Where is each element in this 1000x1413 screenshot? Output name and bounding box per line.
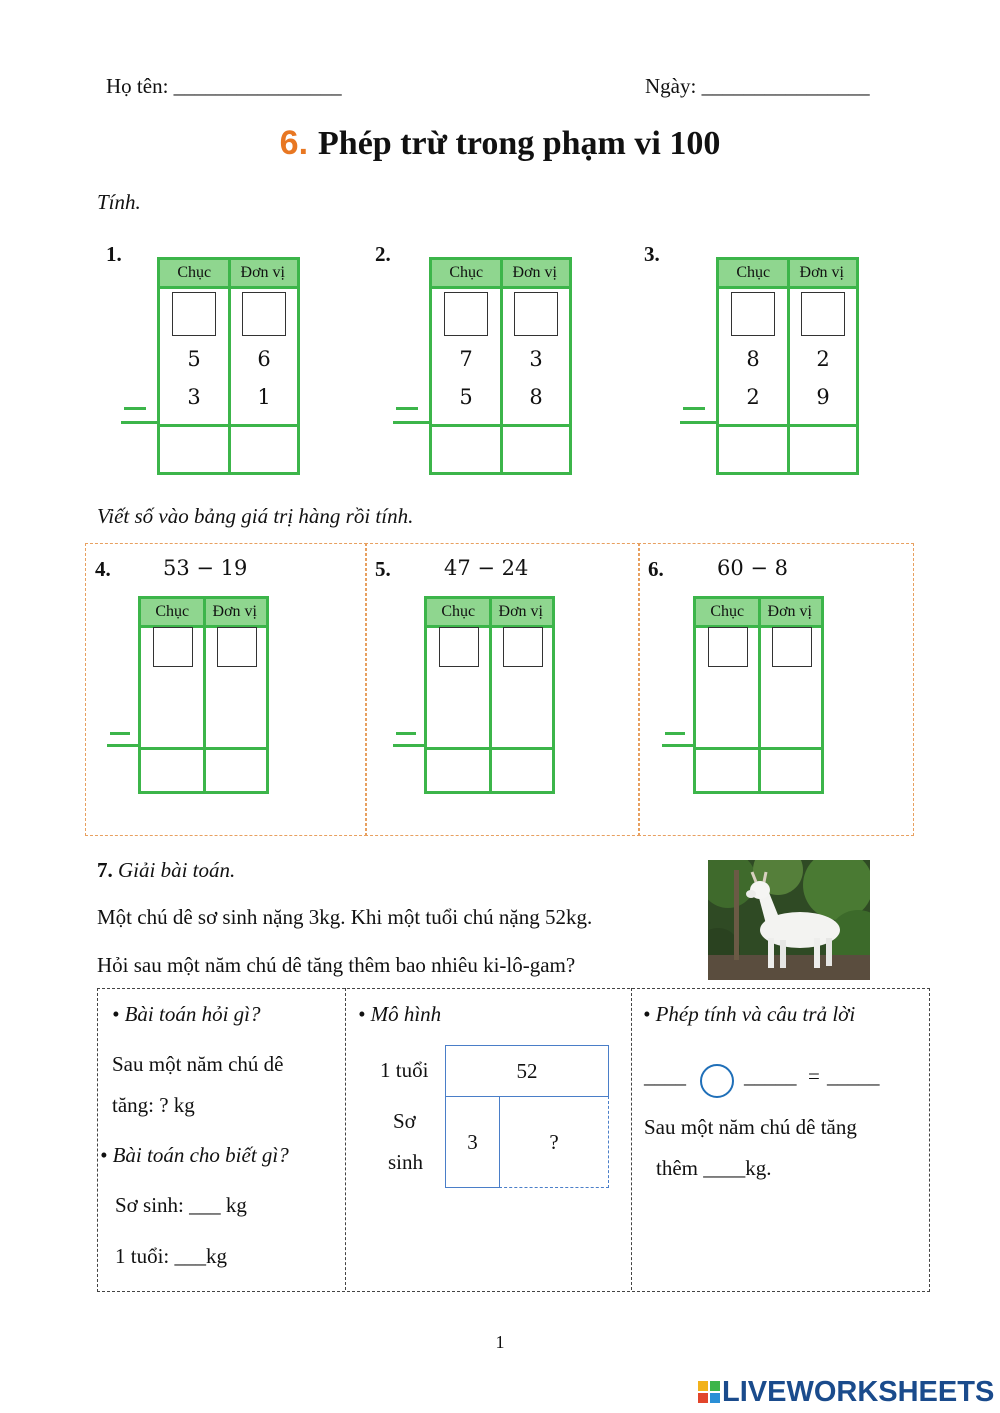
problem-2-label: 2. [375,242,391,266]
calc-blank-1[interactable]: ____ [644,1064,686,1088]
result-line-extension [107,744,138,747]
place-value-table-3 [716,257,859,475]
question-text-2: tăng: ? kg [112,1093,195,1117]
ones-header: Đơn vị [767,603,812,620]
result-line-extension [662,744,693,747]
result-line-extension [680,421,716,424]
answer-cell-ones[interactable] [231,427,297,472]
bottom-digit-ones: 8 [529,385,543,409]
table-divider-1 [345,988,346,1290]
bottom-digit-ones: 1 [257,385,271,409]
problem-1-label: 1. [106,242,122,266]
name-field [106,74,342,99]
borrow-box-tens[interactable] [444,292,488,336]
calc-equals: = [808,1064,820,1088]
answer-cell-tens[interactable] [719,427,787,472]
result-line-extension [121,421,157,424]
model-row1-label: 1 tuổi [380,1058,429,1082]
answer-cell-ones[interactable] [503,427,569,472]
problem-4-label: 4. [95,557,111,581]
borrow-box-ones[interactable] [217,627,257,667]
place-value-table-1 [157,257,300,475]
given-heading: • Bài toán cho biết gì? [100,1143,289,1167]
problem-7-line2: Hỏi sau một năm chú dê tăng thêm bao nhiêu ki-lô-gam? [97,953,576,977]
place-value-table-6 [693,596,824,794]
tens-header: Chục [441,603,476,620]
borrow-box-tens[interactable] [731,292,775,336]
name-label: Họ tên: [106,74,169,98]
place-value-table-4 [138,596,269,794]
ones-header: Đơn vị [212,603,257,620]
question-heading: • Bài toán hỏi gì? [112,1002,261,1026]
title-text: Phép trừ trong phạm vi 100 [318,125,721,162]
page-number: 1 [495,1332,505,1352]
answer-cell-tens[interactable] [427,750,489,791]
bottom-digit-tens: 5 [459,385,473,409]
date-field [645,74,870,99]
problem-3-label: 3. [644,242,660,266]
problem-6-expression: 60 − 8 [717,556,789,580]
digit-cells-tens[interactable] [427,674,489,744]
answer-line-2[interactable]: thêm ____kg. [656,1156,772,1180]
borrow-box-ones[interactable] [503,627,543,667]
answer-line-1: Sau một năm chú dê tăng [644,1115,857,1139]
bottom-digit-ones: 9 [816,385,830,409]
goat-image [708,860,870,980]
operator-circle[interactable] [700,1064,734,1098]
borrow-box-tens[interactable] [172,292,216,336]
ones-header: Đơn vị [498,603,543,620]
problem-7-label: 7. [97,858,113,882]
title-number: 6. [279,124,309,162]
model-heading: • Mô hình [358,1002,442,1026]
bottom-digit-tens: 3 [187,385,201,409]
problem-7-line1: Một chú dê sơ sinh nặng 3kg. Khi một tuổi chú nặng 52kg. [97,905,593,929]
ones-header: Đơn vị [512,264,557,281]
section2-instruction: Viết số vào bảng giá trị hàng rồi tính. [97,504,414,528]
model-row2-label-1: Sơ [393,1109,416,1133]
top-digit-tens: 5 [187,347,201,371]
borrow-box-tens[interactable] [708,627,748,667]
digit-cells-tens[interactable] [696,674,758,744]
digit-cells-ones[interactable] [492,674,552,744]
model-newborn-cell: 3 [445,1096,500,1188]
tens-header: Chục [177,264,212,281]
tens-header: Chục [155,603,190,620]
date-label: Ngày: [645,74,697,98]
borrow-box-ones[interactable] [242,292,286,336]
calc-heading: • Phép tính và câu trả lời [643,1002,856,1026]
question-text-1: Sau một năm chú dê [112,1052,284,1076]
answer-cell-tens[interactable] [696,750,758,791]
result-line-extension [393,421,429,424]
brand-text: LIVEWORKSHEETS [722,1376,995,1408]
model-total-cell: 52 [445,1045,609,1097]
date-blank[interactable]: ________________ [701,74,870,98]
top-digit-tens: 8 [746,347,760,371]
problem-6-label: 6. [648,557,664,581]
result-line-extension [393,744,424,747]
answer-cell-ones[interactable] [206,750,266,791]
place-value-table-2 [429,257,572,475]
tens-header: Chục [449,264,484,281]
minus-sign [665,732,685,735]
problem-5-expression: 47 − 24 [444,556,529,580]
calc-blank-3[interactable]: _____ [827,1064,880,1088]
section1-instruction: Tính. [97,190,141,214]
ones-header: Đơn vị [240,264,285,281]
liveworksheets-brand[interactable] [698,1376,994,1409]
name-blank[interactable]: ________________ [173,74,342,98]
borrow-box-tens[interactable] [153,627,193,667]
calc-blank-2[interactable]: _____ [744,1064,797,1088]
borrow-box-tens[interactable] [439,627,479,667]
top-digit-ones: 6 [257,347,271,371]
top-digit-tens: 7 [459,347,473,371]
liveworksheets-logo-icon [698,1378,720,1400]
digit-cells-tens[interactable] [141,674,203,744]
minus-sign [396,732,416,735]
problem-7-instruction [97,858,235,883]
minus-sign [396,407,418,410]
answer-cell-ones[interactable] [790,427,856,472]
answer-cell-tens[interactable] [432,427,500,472]
minus-sign [124,407,146,410]
model-row2-label-2: sinh [388,1150,424,1174]
tens-header: Chục [736,264,771,281]
digit-cells-ones[interactable] [206,674,266,744]
answer-cell-tens[interactable] [160,427,228,472]
borrow-box-ones[interactable] [801,292,845,336]
digit-cells-ones[interactable] [761,674,821,744]
problem-7-instruction-text: Giải bài toán. [118,858,236,882]
problem-4-expression: 53 − 19 [163,556,248,580]
borrow-box-ones[interactable] [772,627,812,667]
top-digit-ones: 3 [529,347,543,371]
minus-sign [683,407,705,410]
given-one-year[interactable]: 1 tuổi: ___kg [115,1244,228,1268]
answer-cell-tens[interactable] [141,750,203,791]
bottom-digit-tens: 2 [746,385,760,409]
problem-5-label: 5. [375,557,391,581]
tens-header: Chục [710,603,745,620]
answer-cell-ones[interactable] [761,750,821,791]
model-unknown-cell: ? [499,1096,609,1188]
borrow-box-ones[interactable] [514,292,558,336]
given-newborn[interactable]: Sơ sinh: ___ kg [115,1193,247,1217]
minus-sign [110,732,130,735]
answer-cell-ones[interactable] [492,750,552,791]
ones-header: Đơn vị [799,264,844,281]
table-divider-2 [631,988,632,1290]
page-title [0,124,1000,163]
top-digit-ones: 2 [816,347,830,371]
place-value-table-5 [424,596,555,794]
